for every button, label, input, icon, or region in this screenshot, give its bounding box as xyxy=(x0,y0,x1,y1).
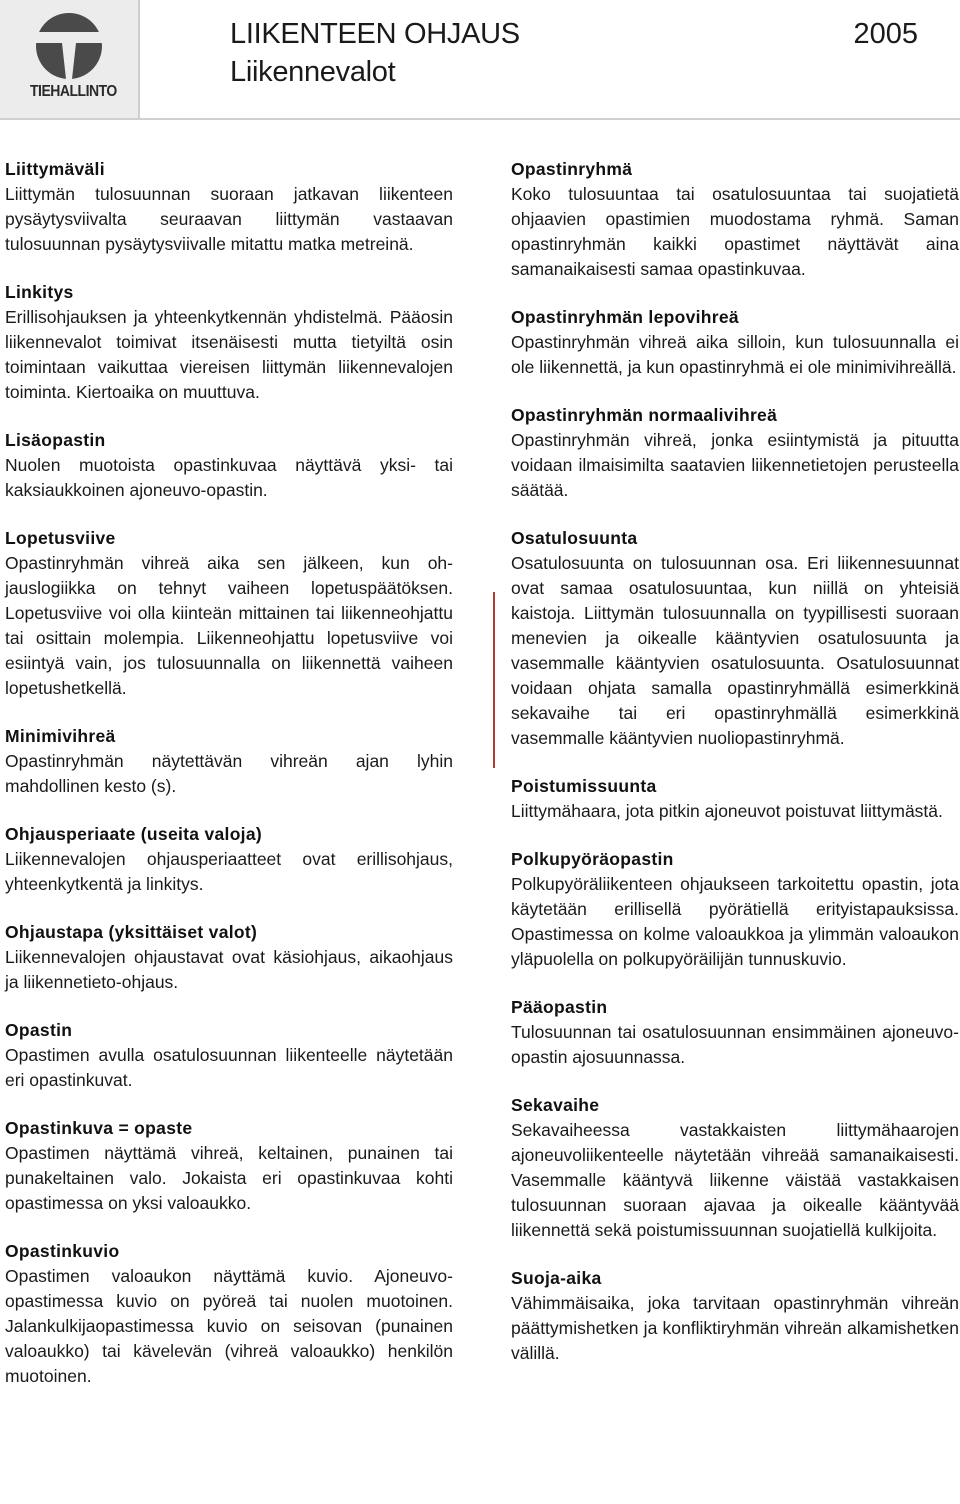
right-column xyxy=(511,157,959,1389)
glossary-definition: Sekavaiheessa vastakkaisten liittymähaarojen ajoneuvoliikenteelle näytetään vihreää samanaikaisesti. Vasemmalle kääntyvä liikenne väistää vastakkaisen tulosuunnan suoraan ajavaa ja oikealle kääntyvää liikennettä sekä poistumissuunnan suojatiellä kulkijoita. xyxy=(511,1120,959,1240)
glossary-term: Poistumissuunta xyxy=(511,776,657,796)
glossary-definition: Liittymähaara, jota pitkin ajoneuvot poistuvat liittymästä. xyxy=(511,801,943,821)
glossary-entry xyxy=(5,1116,453,1216)
glossary-term: Opastinkuvio xyxy=(5,1241,120,1261)
tiehallinto-logo xyxy=(0,0,140,120)
glossary-entry xyxy=(5,526,453,701)
title-line-2: Liikennevalot xyxy=(230,56,396,88)
glossary-entry xyxy=(5,1239,453,1389)
glossary-entry xyxy=(511,1266,959,1366)
glossary-term: Opastinryhmän normaalivihreä xyxy=(511,405,778,425)
glossary-term: Sekavaihe xyxy=(511,1095,600,1115)
glossary-definition: Opastinryhmän vihreä, jonka esiintymistä ja pituutta voidaan ilmaisimilta saatavien liikennetietojen perusteella säätää. xyxy=(511,430,959,500)
glossary-definition: Osatulosuunta on tulosuunnan osa. Eri liikennesuunnat ovat samaa osatulosuuntaa, kun niillä on yhteisiä kaistoja. Liittymän tulosuunnalla on tyypillisesti suoraan menevien ja oikealle kääntyvien osatulosuunta ja vasemmalle kääntyvien osatulosuunta. Osatulosuunnat voidaan ohjata samalla opastinryhmällä esimerkkinä sekavaihe tai eri opastinryhmällä esimerkkinä vasemmalle kääntyvien nuoliopastinryhmä. xyxy=(511,553,959,748)
glossary-term: Opastinkuva = opaste xyxy=(5,1118,193,1138)
glossary-definition: Erillisohjauksen ja yhteenkytkennän yhdistelmä. Pääosin liikennevalot toimivat itsenäisesti mutta tietyiltä osin toimintaan vaikuttaa viereisen liittymän liikennevalojen toiminta. Kiertoaika on muuttuva. xyxy=(5,307,453,402)
glossary-entry xyxy=(5,724,453,799)
glossary-term: Opastinryhmä xyxy=(511,159,633,179)
title-line-1: LIIKENTEEN OHJAUS xyxy=(230,18,520,50)
document-year: 2005 xyxy=(853,18,918,50)
glossary-definition: Opastimen valoaukon näyttämä kuvio. Ajoneuvoopastimessa kuvio on pyöreä tai nuolen muotoinen. Jalankulkijaopastimessa kuvio on seisovan (punainen valoaukko) tai kävelevän (vihreä valoaukko) henkilön muotoinen. xyxy=(5,1266,453,1386)
tiehallinto-emblem-icon xyxy=(29,10,109,82)
left-column xyxy=(5,157,453,1412)
glossary-term: Lopetusviive xyxy=(5,528,116,548)
logo-text: TIEHALLINTO xyxy=(30,80,117,100)
glossary-definition: Opastimen näyttämä vihreä, keltainen, punainen tai punakeltainen valo. Jokaista eri opastinkuvaa kohti opastimessa on yksi valoaukko. xyxy=(5,1143,453,1213)
document-title xyxy=(230,15,520,91)
glossary-entry xyxy=(5,280,453,405)
glossary-definition: Opastinryhmän näytettävän vihreän ajan lyhin mahdollinen kesto (s). xyxy=(5,751,453,796)
glossary-term: Ohjausperiaate (useita valoja) xyxy=(5,824,263,844)
glossary-definition: Liikennevalojen ohjausperiaatteet ovat erillisohjaus, yhteenkytkentä ja linkitys. xyxy=(5,849,453,894)
glossary-entry xyxy=(511,403,959,503)
glossary-entry xyxy=(511,526,959,751)
glossary-definition: Opastinryhmän vihreä aika silloin, kun tulosuunnalla ei ole liikennettä, ja kun opastinryhmä ei ole minimivihreällä. xyxy=(511,332,959,377)
column-divider-rule xyxy=(493,592,495,768)
glossary-entry xyxy=(511,847,959,972)
glossary-entry xyxy=(5,428,453,503)
glossary-definition: Liittymän tulosuunnan suoraan jatkavan liikenteen pysäytysviivalta seuraavan liittymän vastaavan tulosuunnan pysäytysviivalle mitattu matka metreinä. xyxy=(5,184,453,254)
glossary-definition: Polkupyöräliikenteen ohjaukseen tarkoitettu opastin, jota käytetään erillisellä pyörätiellä erityistapauksissa. Opastimessa on kolme valoaukkoa ja ylimmän valoaukon yläpuolella on polkupyöräilijän tunnuskuvio. xyxy=(511,874,959,969)
page-header xyxy=(0,0,960,122)
glossary-term: Opastin xyxy=(5,1020,73,1040)
glossary-entry xyxy=(511,305,959,380)
glossary-entry xyxy=(511,995,959,1070)
glossary-term: Pääopastin xyxy=(511,997,608,1017)
glossary-term: Liittymäväli xyxy=(5,159,105,179)
glossary-entry xyxy=(511,1093,959,1243)
header-divider xyxy=(138,118,960,120)
glossary-entry xyxy=(511,774,959,824)
glossary-term: Suoja-aika xyxy=(511,1268,602,1288)
glossary-definition: Koko tulosuuntaa tai osatulosuuntaa tai suojatietä ohjaavien opastimien muodostama ryhmä. Saman opastinryhmän kaikki opastimet näyttävät aina samanaikaisesti samaa opastinkuvaa. xyxy=(511,184,959,279)
glossary-entry xyxy=(5,157,453,257)
glossary-entry xyxy=(511,157,959,282)
glossary-term: Polkupyöräopastin xyxy=(511,849,674,869)
glossary-definition: Liikennevalojen ohjaustavat ovat käsiohjaus, aikaohjaus ja liikennetieto-ohjaus. xyxy=(5,947,453,992)
glossary-term: Minimivihreä xyxy=(5,726,116,746)
glossary-definition: Nuolen muotoista opastinkuvaa näyttävä yksi- tai kaksiaukkoinen ajoneuvo-opastin. xyxy=(5,455,453,500)
glossary-term: Osatulosuunta xyxy=(511,528,638,548)
glossary-definition: Opastinryhmän vihreä aika sen jälkeen, kun ohjauslogiikka on tehnyt vaiheen lopetuspäätöksen. Lopetusviive voi olla kiinteän mittainen tai liikenneohjattu tai osittain molempia. Liikenneohjattu lopetusviive voi esiintyä vain, jos tulosuunnalla on liikennettä vaiheen lopetushetkellä. xyxy=(5,553,453,698)
glossary-definition: Vähimmäisaika, joka tarvitaan opastinryhmän vihreän päättymishetken ja konfliktiryhmän vihreän alkamishetken välillä. xyxy=(511,1293,959,1363)
glossary-term: Linkitys xyxy=(5,282,74,302)
glossary-entry xyxy=(5,1018,453,1093)
glossary-definition: Opastimen avulla osatulosuunnan liikenteelle näytetään eri opastinkuvat. xyxy=(5,1045,453,1090)
glossary-definition: Tulosuunnan tai osatulosuunnan ensimmäinen ajoneuvo-opastin ajosuunnassa. xyxy=(511,1022,959,1067)
glossary-term: Lisäopastin xyxy=(5,430,106,450)
glossary-term: Ohjaustapa (yksittäiset valot) xyxy=(5,922,258,942)
glossary-entry xyxy=(5,920,453,995)
glossary-term: Opastinryhmän lepovihreä xyxy=(511,307,739,327)
glossary-entry xyxy=(5,822,453,897)
